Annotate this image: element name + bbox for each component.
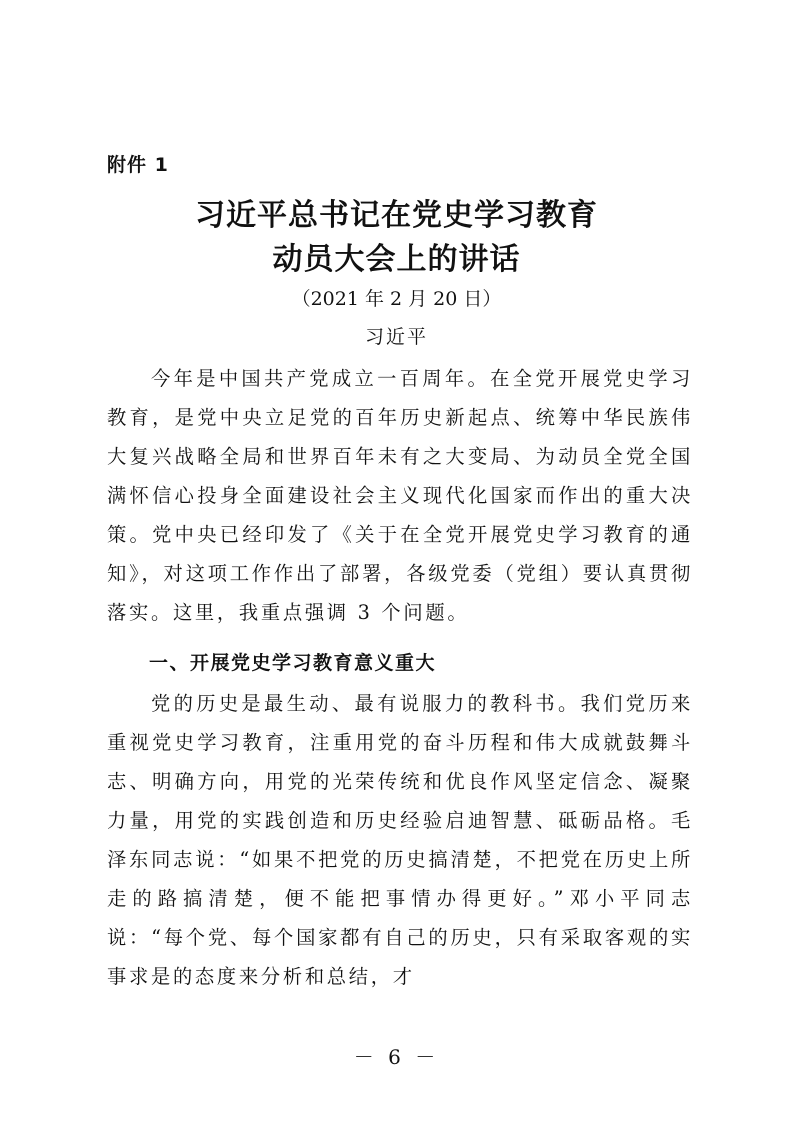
attachment-label: 附件 1 [107, 154, 169, 176]
speech-date: （2021 年 2 月 20 日） [291, 288, 502, 310]
body-paragraph-2: 党的历史是最生动、最有说服力的教科书。我们党历来重视党史学习教育，注重用党的奋斗历程和伟大成就鼓舞斗志、明确方向，用党的光荣传统和优良作风坚定信念、凝聚力量，用党的实践创造和历史经验启迪智慧、砥砺品格。毛泽东同志说：“如果不把党的历史搞清楚，不把党在历史上所走的路搞清楚，便不能把事情办得更好。”邓小平同志说：“每个党、每个国家都有自己的历史，只有采取客观的实事求是的态度来分析和总结，才 [107, 692, 693, 988]
section-heading-1: 一、开展党史学习教育意义重大 [149, 652, 437, 674]
page-number: － 6 － [353, 1045, 440, 1069]
body-paragraph-1: 今年是中国共产党成立一百周年。在全党开展党史学习教育，是党中央立足党的百年历史新起点、统筹中华民族伟大复兴战略全局和世界百年未有之大变局、为动员全党全国满怀信心投身全面建设社会主义现代化国家而作出的重大决策。党中央已经印发了《关于在全党开展党史学习教育的通知》，对这项工作作出了部署，各级党委（党组）要认真贯彻落实。这里，我重点强调 3 个问题。 [107, 367, 693, 624]
speech-author: 习近平 [364, 326, 428, 348]
speech-title-line-2: 动员大会上的讲话 [272, 242, 521, 277]
speech-title-line-1: 习近平总书记在党史学习教育 [195, 198, 598, 233]
